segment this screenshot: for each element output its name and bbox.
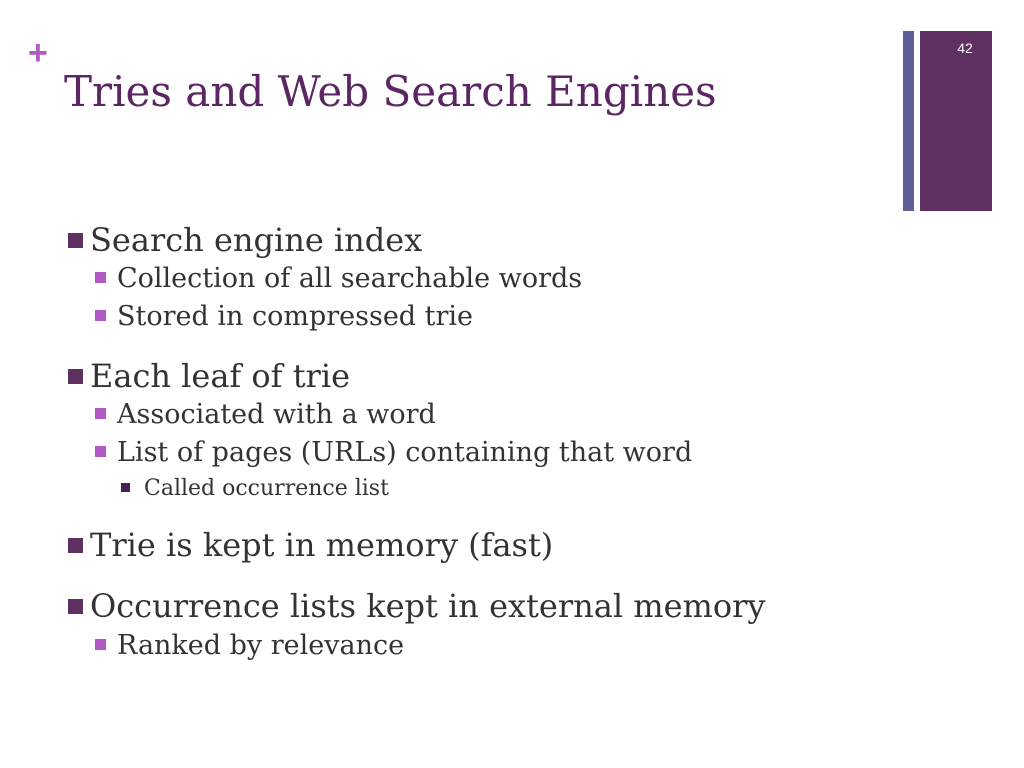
slide-number: 42 — [957, 40, 973, 56]
bullet-square-icon — [68, 538, 83, 553]
bullet-square-icon — [68, 599, 83, 614]
bullet-square-icon — [95, 639, 106, 650]
decorative-bar-thick — [920, 31, 992, 211]
bullet-square-icon — [95, 446, 106, 457]
slide-title: Tries and Web Search Engines — [64, 67, 717, 116]
bullet-text: Each leaf of trie — [90, 357, 351, 395]
bullet-item — [95, 398, 436, 432]
bullet-square-icon — [95, 408, 106, 419]
bullet-text: Stored in compressed trie — [117, 301, 474, 332]
bullet-item — [95, 629, 404, 663]
bullet-square-icon — [68, 369, 83, 384]
bullet-item — [95, 300, 473, 334]
bullet-text: Associated with a word — [117, 399, 436, 430]
plus-mark: + — [28, 34, 48, 72]
bullet-item — [68, 356, 350, 396]
bullet-text: Trie is kept in memory (fast) — [90, 526, 554, 564]
bullet-text: Search engine index — [90, 221, 423, 259]
bullet-text: Collection of all searchable words — [117, 263, 583, 294]
bullet-item — [95, 436, 692, 470]
bullet-item — [68, 220, 422, 260]
bullet-item — [68, 525, 553, 565]
bullet-item — [95, 262, 582, 296]
bullet-square-icon — [95, 310, 106, 321]
bullet-square-icon — [95, 272, 106, 283]
bullet-text: Occurrence lists kept in external memory — [90, 587, 766, 625]
decorative-bar-thin — [903, 31, 914, 211]
bullet-text: Ranked by relevance — [117, 630, 405, 661]
bullet-item — [121, 475, 389, 503]
bullet-square-icon — [68, 233, 83, 248]
bullet-text: Called occurrence list — [144, 476, 389, 501]
bullet-item — [68, 586, 766, 626]
bullet-text: List of pages (URLs) containing that word — [117, 437, 693, 468]
bullet-square-icon — [121, 483, 130, 492]
